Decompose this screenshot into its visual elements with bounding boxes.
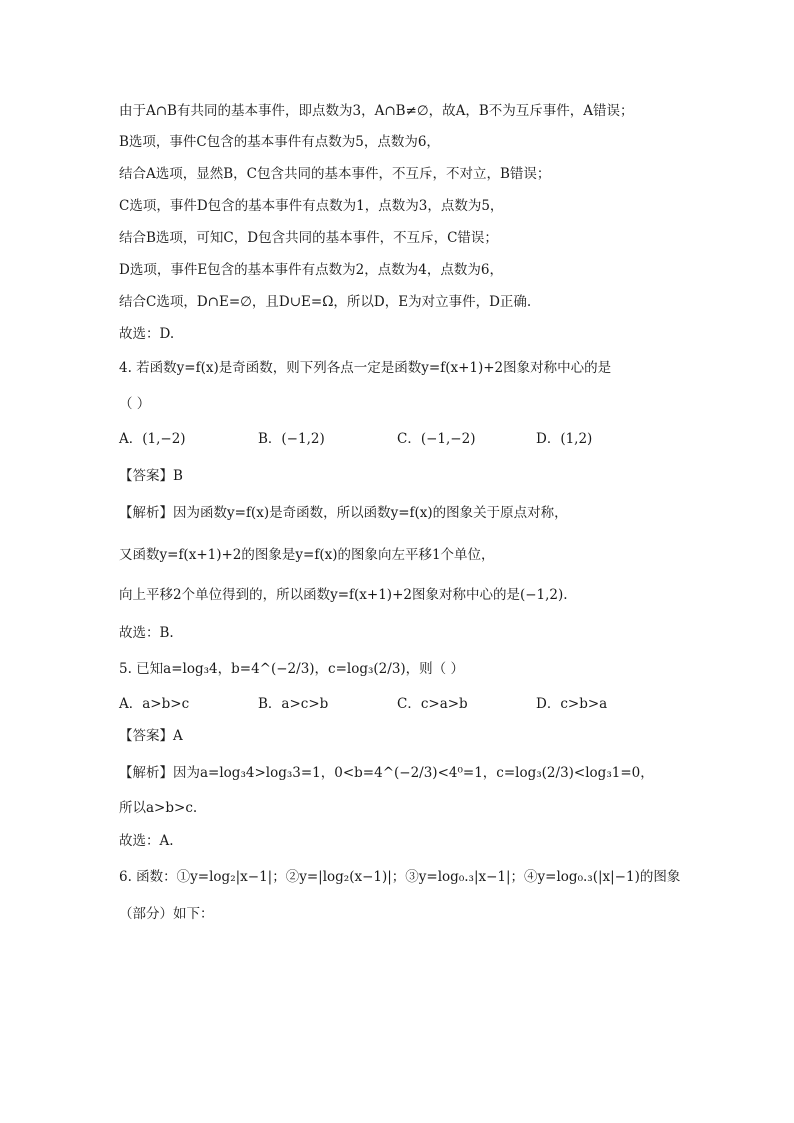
text-line: D选项，事件E包含的基本事件有点数为2，点数为4，点数为6， [119, 262, 503, 278]
question-6-stem: 6. 函数：①y=log₂|x−1|；②y=|log₂(x−1)|；③y=log₀.₃|x−1|；④y=log₀.₃(|x|−1)的图象 [119, 869, 681, 885]
question-5-answer: 【答案】A [119, 728, 183, 744]
text-line: 结合C选项，D∩E=∅，且D∪E=Ω，所以D，E为对立事件，D正确. [119, 294, 532, 310]
question-4-analysis: 【解析】因为函数y=f(x)是奇函数，所以函数y=f(x)的图象关于原点对称， [119, 505, 568, 521]
text-line: 结合B选项，可知C，D包含共同的基本事件，不互斥，C错误； [119, 230, 498, 246]
option-a: A．(1,−2) [119, 431, 186, 447]
question-4-analysis: 向上平移2个单位得到的，所以函数y=f(x+1)+2图象对称中心的是(−1,2). [119, 587, 568, 603]
question-5-choice: 故选：A. [119, 833, 174, 849]
option-a: A．a>b>c [119, 696, 190, 712]
text-line: 由于A∩B有共同的基本事件，即点数为3，A∩B≠∅，故A，B不为互斥事件，A错误； [119, 103, 634, 119]
text-line: 结合A选项，显然B，C包含共同的基本事件，不互斥，不对立，B错误； [119, 166, 551, 182]
option-d: D．(1,2) [536, 431, 593, 447]
option-b: B．(−1,2) [258, 431, 325, 447]
text-line: C选项，事件D包含的基本事件有点数为1，点数为3，点数为5， [119, 198, 504, 214]
question-4-choice: 故选：B. [119, 625, 174, 641]
question-5-analysis: 【解析】因为a=log₃4>log₃3=1，0<b=4^(−2/3)<4⁰=1，c=log₃(2/3)<log₃1=0， [119, 765, 654, 781]
question-4-paren: （ ） [119, 396, 151, 412]
option-b: B．a>c>b [258, 696, 329, 712]
question-4-stem: 4. 若函数y=f(x)是奇函数，则下列各点一定是函数y=f(x+1)+2图象对称中心的是 [119, 360, 612, 376]
question-4-answer: 【答案】B [119, 468, 183, 484]
option-d: D．c>b>a [536, 696, 608, 712]
question-5-stem: 5. 已知a=log₃4，b=4^(−2/3)，c=log₃(2/3)，则（ ） [119, 661, 464, 677]
question-4-analysis: 又函数y=f(x+1)+2的图象是y=f(x)的图象向左平移1个单位， [119, 547, 495, 563]
option-c: C．c>a>b [397, 696, 468, 712]
choice-line: 故选：D. [119, 326, 175, 342]
question-5-analysis: 所以a>b>c. [119, 800, 198, 816]
text-line: B选项，事件C包含的基本事件有点数为5，点数为6， [119, 134, 440, 150]
question-6-continuation: （部分）如下： [119, 906, 214, 922]
option-c: C．(−1,−2) [397, 431, 476, 447]
